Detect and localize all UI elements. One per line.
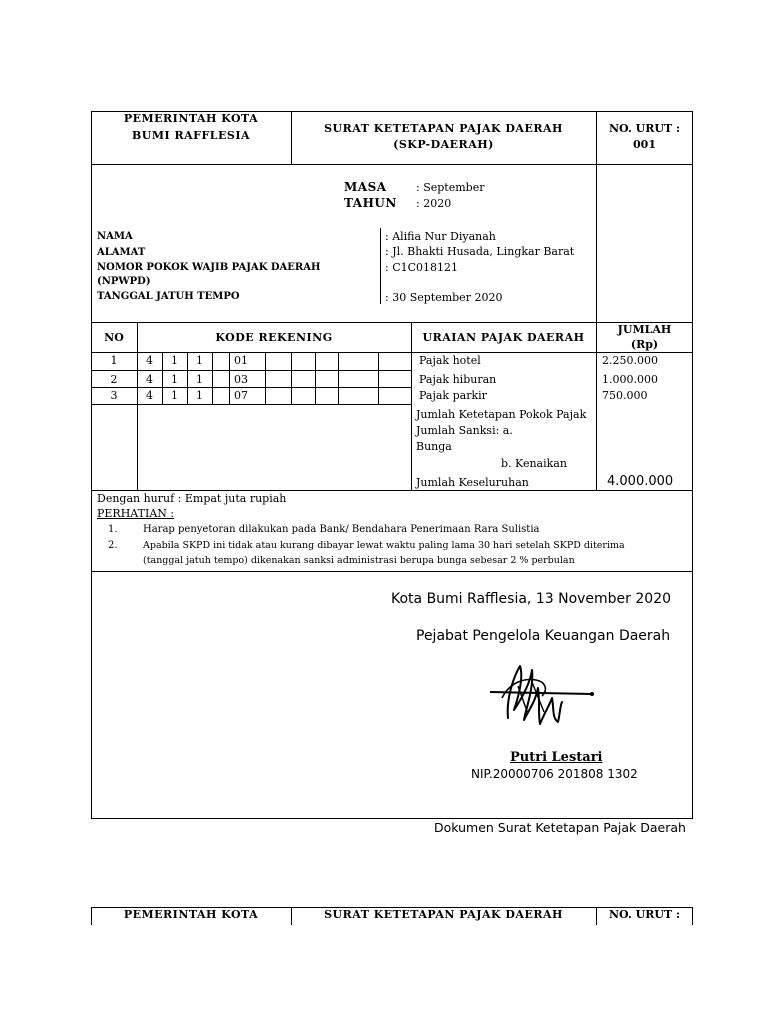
huruf-text: Dengan huruf : Empat juta rupiah xyxy=(97,492,287,505)
kenaikan-label: b. Kenaikan xyxy=(501,457,567,470)
bunga-label: Bunga xyxy=(416,440,452,453)
sanksi-label: Jumlah Sanksi: a. xyxy=(416,424,513,437)
official-name: Putri Lestari xyxy=(510,750,603,765)
nama-label: NAMA xyxy=(97,231,133,242)
row-kode-digit: 07 xyxy=(234,389,248,402)
alamat-value: : Jl. Bhakti Husada, Lingkar Barat xyxy=(385,245,575,258)
tempo-value: : 30 September 2020 xyxy=(385,291,503,304)
second-government-label: PEMERINTAH KOTA xyxy=(123,908,259,921)
table-row-1-line xyxy=(91,370,411,371)
kode-sub-divider xyxy=(291,352,292,404)
document-title: SURAT KETETAPAN PAJAK DAERAH xyxy=(324,122,563,135)
npwpd-value: : C1C018121 xyxy=(385,261,459,274)
note-text: (tanggal jatuh tempo) dikenakan sanksi administrasi berupa bunga sebesar 2 % perbulan xyxy=(143,555,575,566)
alamat-label: ALAMAT xyxy=(97,247,146,258)
npwpd-label: NOMOR POKOK WAJIB PAJAK DAERAH xyxy=(97,262,321,273)
masa-value: : September xyxy=(416,181,485,194)
note-text: Apabila SKPD ini tidak atau kurang dibayar lewat waktu paling lama 30 hari setelah SKPD diterima xyxy=(143,540,625,551)
row-kode-digit: 1 xyxy=(171,389,178,402)
notes-bottom-line xyxy=(91,571,693,572)
pokok-label: Jumlah Ketetapan Pokok Pajak xyxy=(416,408,587,421)
col-kode-header: KODE REKENING xyxy=(215,331,333,344)
document-subtitle: (SKP-DAERAH) xyxy=(393,138,494,151)
document-caption: Dokumen Surat Ketetapan Pajak Daerah xyxy=(434,820,686,835)
no-urut-label: NO. URUT : xyxy=(608,122,681,135)
col-no-divider xyxy=(137,322,138,490)
kode-sub-divider xyxy=(265,352,266,404)
table-header-line xyxy=(91,352,693,353)
keseluruhan-label: Jumlah Keseluruhan xyxy=(416,476,529,489)
perhatian-label: PERHATIAN : xyxy=(97,507,175,520)
total-amount: 4.000.000 xyxy=(607,474,674,489)
table-row-3-line xyxy=(91,404,411,405)
col-jumlah-unit: (Rp) xyxy=(630,338,659,351)
official-position: Pejabat Pengelola Keuangan Daerah xyxy=(416,628,671,644)
taxpayer-value-divider xyxy=(380,228,381,304)
row-kode-digit: 4 xyxy=(146,373,153,386)
skpd-form xyxy=(91,111,693,819)
note-number: 1. xyxy=(108,524,118,535)
row-kode-digit: 1 xyxy=(171,373,178,386)
tempo-label: TANGGAL JATUH TEMPO xyxy=(97,291,240,302)
tahun-value: : 2020 xyxy=(416,197,452,210)
row-kode-digit: 1 xyxy=(196,389,203,402)
signature-mark xyxy=(488,658,600,730)
row-kode-digit: 1 xyxy=(171,354,178,367)
col-jumlah-header: JUMLAH xyxy=(617,323,672,336)
government-label: PEMERINTAH KOTA xyxy=(123,112,259,125)
col-kode-divider xyxy=(411,322,412,490)
table-bottom-line xyxy=(91,490,693,491)
masa-label: MASA xyxy=(344,180,387,194)
note-number: 2. xyxy=(108,540,118,551)
nama-value: : Alifia Nur Diyanah xyxy=(385,230,496,243)
tahun-label: TAHUN xyxy=(344,196,397,210)
row-jumlah: 1.000.000 xyxy=(602,373,658,386)
note-text: Harap penyetoran dilakukan pada Bank/ Bendahara Penerimaan Rara Sulistia xyxy=(143,524,540,535)
kode-sub-divider xyxy=(378,352,379,404)
official-nip: NIP.20000706 201808 1302 xyxy=(471,767,638,781)
row-uraian: Pajak parkir xyxy=(419,389,487,402)
kode-sub-divider xyxy=(229,352,230,404)
row-no: 2 xyxy=(110,373,118,386)
city-label: BUMI RAFFLESIA xyxy=(131,129,251,142)
row-jumlah: 2.250.000 xyxy=(602,354,658,367)
npwpd-label-2: (NPWPD) xyxy=(97,276,151,287)
info-right-divider xyxy=(596,164,597,322)
row-kode-digit: 03 xyxy=(234,373,248,386)
kode-sub-divider xyxy=(212,352,213,404)
kode-sub-divider xyxy=(338,352,339,404)
header-bottom-line xyxy=(91,164,693,165)
col-uraian-header: URAIAN PAJAK DAERAH xyxy=(422,331,585,344)
second-no-urut-label: NO. URUT : xyxy=(608,908,681,921)
row-kode-digit: 4 xyxy=(146,354,153,367)
row-kode-digit: 1 xyxy=(196,373,203,386)
place-date: Kota Bumi Rafflesia, 13 November 2020 xyxy=(391,591,672,607)
kode-sub-divider xyxy=(315,352,316,404)
row-no: 3 xyxy=(110,389,118,402)
row-no: 1 xyxy=(110,354,118,367)
row-uraian: Pajak hotel xyxy=(419,354,481,367)
row-jumlah: 750.000 xyxy=(602,389,648,402)
row-kode-digit: 1 xyxy=(196,354,203,367)
col-no-header: NO xyxy=(104,331,124,344)
second-document-title: SURAT KETETAPAN PAJAK DAERAH xyxy=(324,908,563,921)
row-uraian: Pajak hiburan xyxy=(419,373,497,386)
no-urut-value: 001 xyxy=(633,138,656,151)
table-row-2-line xyxy=(91,387,411,388)
row-kode-digit: 01 xyxy=(234,354,248,367)
row-kode-digit: 4 xyxy=(146,389,153,402)
